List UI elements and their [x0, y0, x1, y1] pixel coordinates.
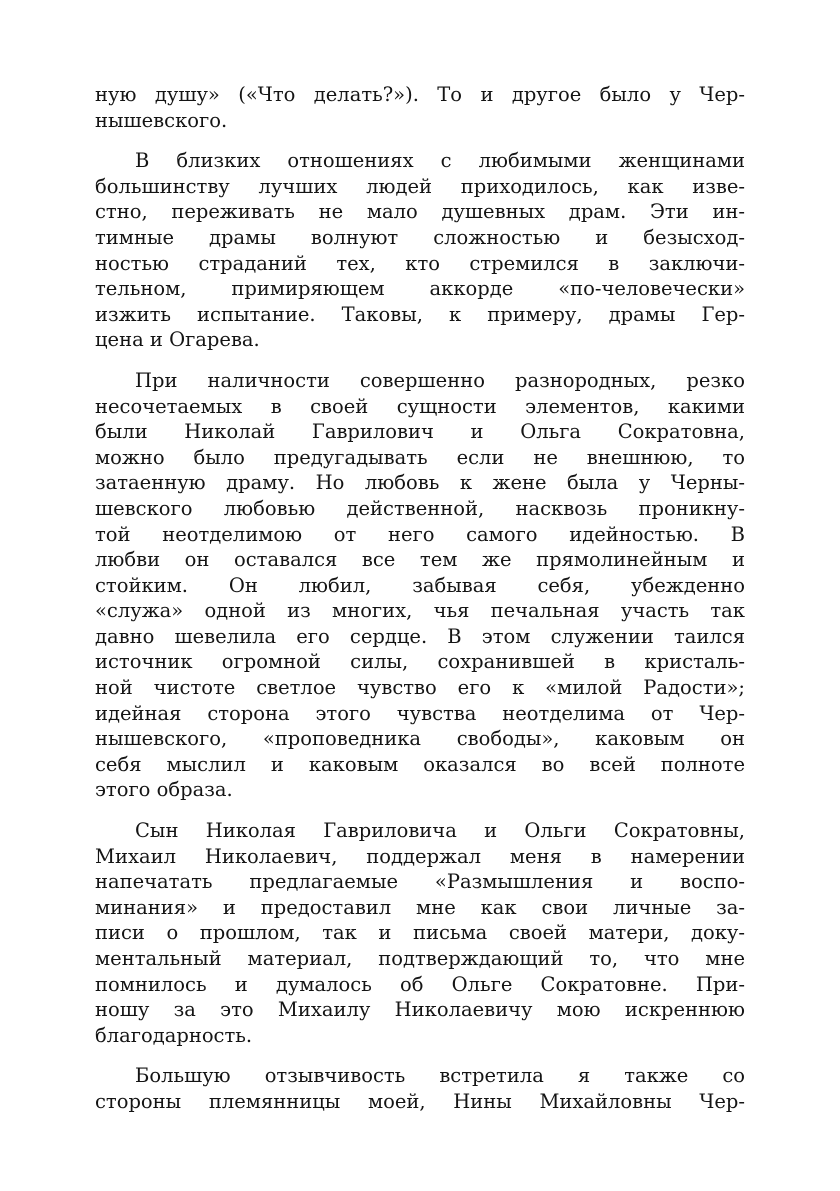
- text-line: идейная сторона этого чувства неотделима от Чер-: [95, 701, 745, 725]
- text-line: помнилось и думалось об Ольге Сократовне. При-: [95, 972, 745, 996]
- text-line: себя мыслил и каковым оказался во всей полноте: [95, 752, 745, 776]
- text-line: нышевского, «проповедника свободы», каковым он: [95, 727, 745, 751]
- text-line: минания» и предоставил мне как свои личные за-: [95, 895, 745, 919]
- text-line: затаенную драму. Но любовь к жене была у Черны-: [95, 471, 745, 495]
- text-line: Большую отзывчивость встретила я также со: [135, 1064, 745, 1088]
- text-line: ношу за это Михаилу Николаевичу мою искреннюю: [95, 998, 745, 1022]
- text-line: Михаил Николаевич, поддержал меня в намерении: [95, 844, 745, 868]
- text-line: При наличности совершенно разнородных, резко: [135, 368, 745, 392]
- text-line: ностью страданий тех, кто стремился в заключи-: [95, 251, 745, 275]
- paragraph-gap: [95, 133, 745, 148]
- paragraph-4: [95, 818, 745, 1048]
- text-line: ментальный материал, подтверждающий то, что мне: [95, 947, 745, 970]
- text-line: тельном, примиряющем аккорде «по-человечески»: [95, 277, 745, 301]
- text-line: напечатать предлагаемые «Размышления и воспо-: [95, 870, 745, 894]
- paragraph-3: [95, 368, 745, 803]
- text-line: несочетаемых в своей сущности элементов, какими: [95, 394, 745, 418]
- paragraph-2: [95, 148, 745, 353]
- paragraph-5: [95, 1063, 745, 1114]
- paragraph-1: [95, 82, 745, 133]
- text-line: изжить испытание. Таковы, к примеру, драмы Гер-: [95, 302, 745, 326]
- text-line: «служа» одной из многих, чья печальная участь так: [95, 599, 745, 623]
- text-line: ной чистоте светлое чувство его к «милой Радости»;: [95, 676, 745, 700]
- text-line: стороны племянницы моей, Нины Михайловны Чер-: [95, 1089, 745, 1113]
- text-line: той неотделимою от него самого идейностью. В: [95, 522, 745, 546]
- text-line: можно было предугадывать если не внешнюю, то: [95, 445, 745, 469]
- text-line: благодарность.: [95, 1023, 253, 1047]
- text-line: большинству лучших людей приходилось, как изве-: [95, 174, 745, 198]
- text-line: этого образа.: [95, 778, 233, 802]
- document-page: [95, 82, 745, 1142]
- text-line: писи о прошлом, так и письма своей матери, доку-: [95, 921, 745, 945]
- paragraph-gap: [95, 803, 745, 818]
- text-line: источник огромной силы, сохранившей в кристаль-: [95, 650, 745, 674]
- text-line: стойким. Он любил, забывая себя, убежденно: [95, 573, 745, 597]
- text-line: В близких отношениях с любимыми женщинами: [135, 149, 745, 173]
- text-line: нышевского.: [95, 108, 228, 132]
- text-line: цена и Огарева.: [95, 328, 260, 352]
- text-line: Сын Николая Гавриловича и Ольги Сократовны,: [135, 819, 745, 843]
- text-line: тимные драмы волнуют сложностью и безысход-: [95, 225, 745, 249]
- text-line: шевского любовью действенной, насквозь проникну-: [95, 496, 745, 520]
- text-line: любви он оставался все тем же прямолинейным и: [95, 548, 745, 572]
- text-line: ную душу» («Что делать?»). То и другое было у Чер-: [95, 83, 745, 106]
- paragraph-gap: [95, 353, 745, 368]
- text-line: были Николай Гаврилович и Ольга Сократовна,: [95, 420, 745, 444]
- paragraph-gap: [95, 1048, 745, 1063]
- text-line: стно, переживать не мало душевных драм. Эти ин-: [95, 200, 745, 224]
- text-line: давно шевелила его сердце. В этом служении таился: [95, 624, 745, 648]
